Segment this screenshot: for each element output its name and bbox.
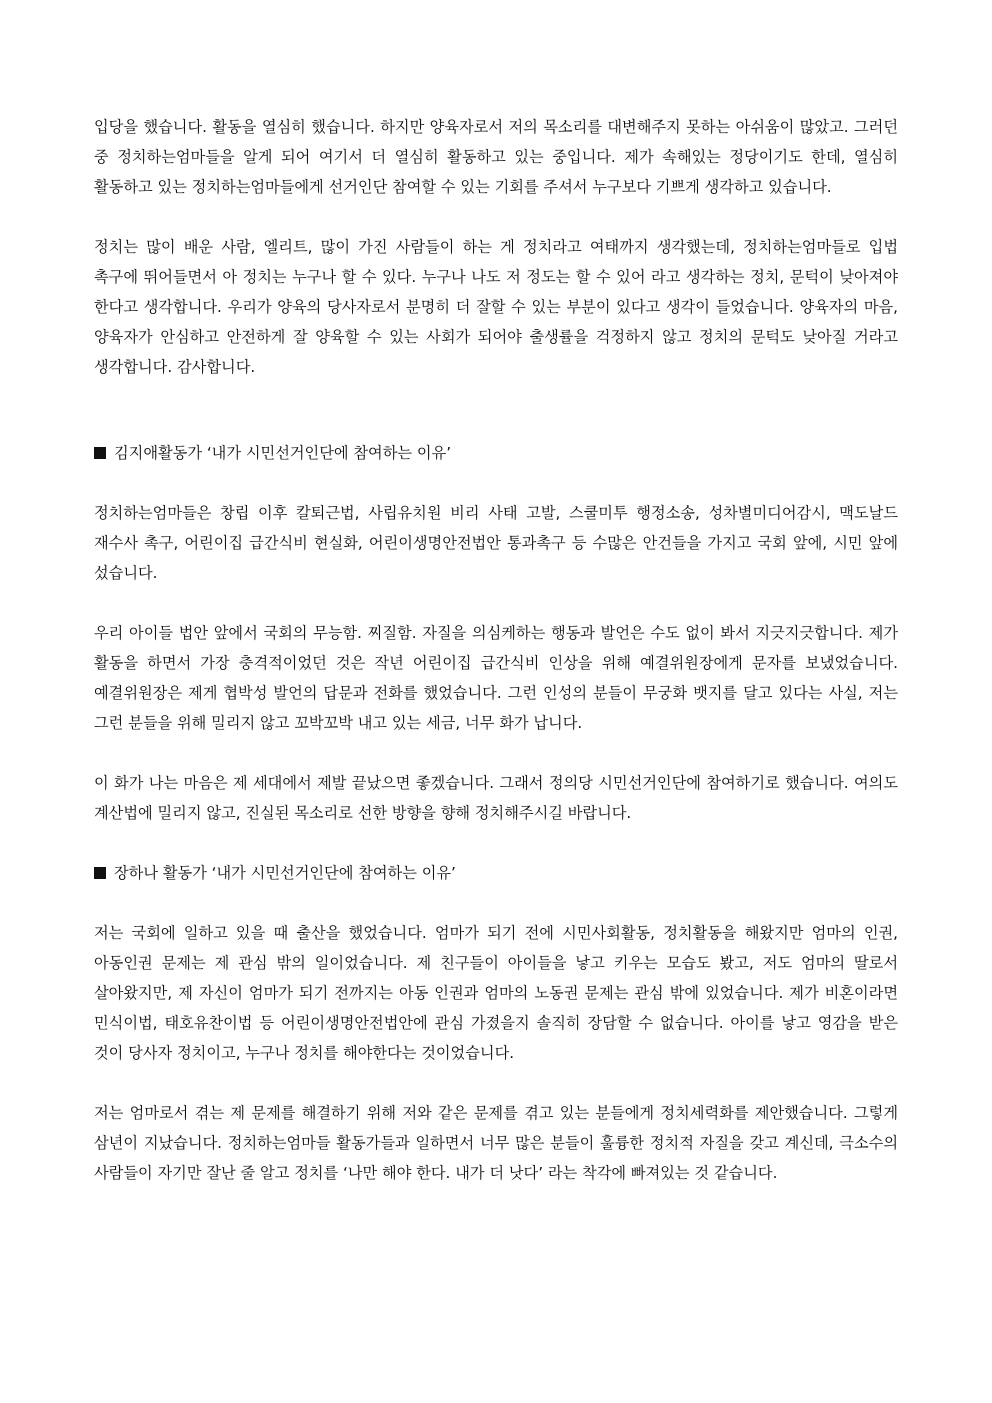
section-heading-kim-text: 김지애활동가 ‘내가 시민선거인단에 참여하는 이유’ — [114, 444, 452, 462]
paragraph-issues-history: 정치하는엄마들은 창립 이후 칼퇴근법, 사립유치원 비리 사태 고발, 스쿨미투 행정소송, 성차별미디어감시, 맥도날드 재수사 촉구, 어린이집 급간식비 현실화, 어린이생명안전법안 통과촉구 등 수많은 안건들을 가지고 국회 앞에, 시민 앞에 섰습니다. — [94, 504, 898, 582]
paragraph-political-empowerment: 저는 엄마로서 겪는 제 문제를 해결하기 위해 저와 같은 문제를 겪고 있는 분들에게 정치세력화를 제안했습니다. 그렇게 삼년이 지났습니다. 정치하는엄마들 활동가들과 일하면서 너무 많은 분들이 훌륭한 정치적 자질을 갖고 계신데, 극소수의 사람들이 자기만 잘난 줄 알고 정치를 ‘나만 해야 한다. 내가 더 낫다’ 라는 착각에 빠져있는 것 같습니다. — [94, 1104, 898, 1182]
paragraph-childbirth-experience: 저는 국회에 일하고 있을 때 출산을 했었습니다. 엄마가 되기 전에 시민사회활동, 정치활동을 해왔지만 엄마의 인권, 아동인권 문제는 제 관심 밖의 일이었습니다. 제 친구들이 아이들을 낳고 키우는 모습도 봤고, 저도 엄마의 딸로서 살아왔지만, 제 자신이 엄마가 되기 전까지는 아동 인권과 엄마의 노동권 문제는 관심 밖에 있었습니다. 제가 비혼이라면 민식이법, 태호유찬이법 등 어린이생명안전법안에 관심 가졌을지 솔직히 장담할 수 없습니다. 아이를 낳고 영감을 받은 것이 당사자 정치이고, 누구나 정치를 해야한다는 것이었습니다. — [94, 924, 898, 1062]
paragraph-party-membership: 입당을 했습니다. 활동을 열심히 했습니다. 하지만 양육자로서 저의 목소리를 대변해주지 못하는 아쉬움이 많았고. 그러던 중 정치하는엄마들을 알게 되어 여기서 더 열심히 활동하고 있는 중입니다. 제가 속해있는 정당이기도 한데, 열심히 활동하고 있는 정치하는엄마들에게 선거인단 참여할 수 있는 기회를 주셔서 누구보다 기쁘게 생각하고 있습니다. — [94, 118, 898, 196]
spacer — [94, 202, 898, 232]
spacer — [94, 588, 898, 618]
black-square-icon — [94, 447, 106, 459]
paragraph-join-reason: 이 화가 나는 마음은 제 세대에서 제발 끝났으면 좋겠습니다. 그래서 정의당 시민선거인단에 참여하기로 했습니다. 여의도 계산법에 밀리지 않고, 진실된 목소리로 선한 방향을 향해 정치해주시길 바랍니다. — [94, 774, 898, 822]
paragraph-politics-threshold: 정치는 많이 배운 사람, 엘리트, 많이 가진 사람들이 하는 게 정치라고 여태까지 생각했는데, 정치하는엄마들로 입법 촉구에 뛰어들면서 아 정치는 누구나 할 수 있다. 누구나 나도 저 정도는 할 수 있어 라고 생각하는 정치, 문턱이 낮아져야 한다고 생각합니다. 우리가 양육의 당사자로서 분명히 더 잘할 수 있는 부분이 있다고 생각이 들었습니다. 양육자의 마음, 양육자가 안심하고 안전하게 잘 양육할 수 있는 사회가 되어야 출생률을 걱정하지 않고 정치의 문턱도 낮아질 거라고 생각합니다. 감사합니다. — [94, 238, 898, 376]
spacer — [94, 1068, 898, 1098]
black-square-icon — [94, 867, 106, 879]
section-heading-jang-text: 장하나 활동가 ‘내가 시민선거인단에 참여하는 이유’ — [114, 864, 456, 882]
section-heading-jang — [94, 858, 898, 888]
spacer — [94, 382, 898, 438]
spacer — [94, 888, 898, 918]
section-heading-kim — [94, 438, 898, 468]
document-page — [94, 112, 898, 1188]
spacer — [94, 468, 898, 498]
paragraph-assembly-incompetence: 우리 아이들 법안 앞에서 국회의 무능함. 찌질함. 자질을 의심케하는 행동과 발언은 수도 없이 봐서 지긋지긋합니다. 제가 활동을 하면서 가장 충격적이었던 것은 작년 어린이집 급간식비 인상을 위해 예결위원장에게 문자를 보냈었습니다. 예결위원장은 제게 협박성 발언의 답문과 전화를 했었습니다. 그런 인성의 분들이 무궁화 뱃지를 달고 있다는 사실, 저는 그런 분들을 위해 밀리지 않고 꼬박꼬박 내고 있는 세금, 너무 화가 납니다. — [94, 624, 898, 732]
spacer — [94, 828, 898, 858]
spacer — [94, 738, 898, 768]
